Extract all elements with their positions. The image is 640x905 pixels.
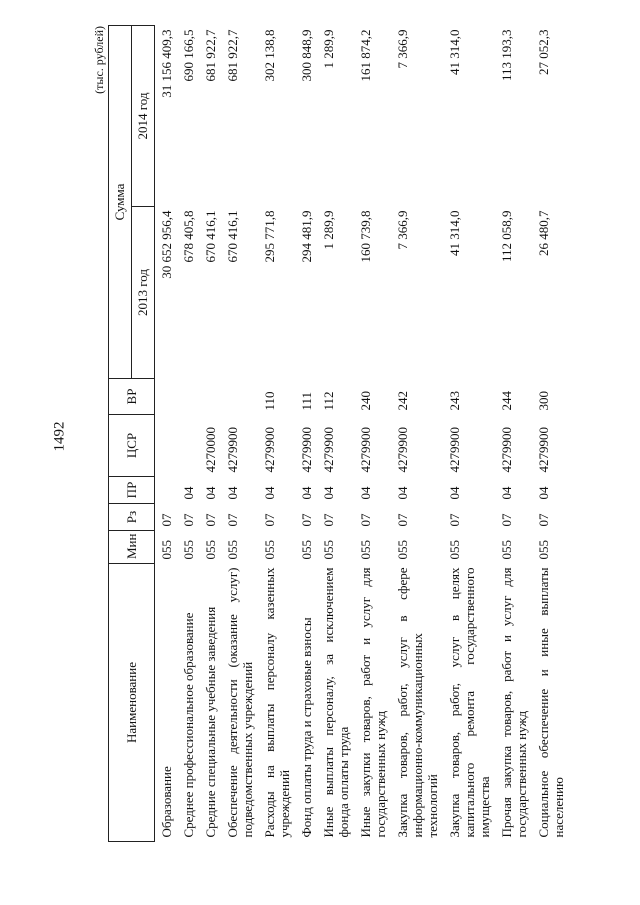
cell-y2014: 41 314,0 xyxy=(447,29,462,75)
cell-name: Фонд оплаты труда и страховые взносы xyxy=(299,617,314,838)
cell-csr: 4279900 xyxy=(262,427,277,473)
cell-vr: 242 xyxy=(395,391,410,411)
header-year-2013: 2013 год xyxy=(132,207,155,379)
cell-vr: 110 xyxy=(262,391,277,411)
cell-y2014: 690 166,5 xyxy=(181,29,196,82)
cell-name: Среднее профессиональное образование xyxy=(181,612,196,838)
unit-note: (тыс. рублей) xyxy=(92,26,106,94)
cell-min: 055 xyxy=(447,540,462,560)
cell-csr xyxy=(177,415,199,477)
cell-vr: 300 xyxy=(536,391,551,411)
cell-rz: 07 xyxy=(395,513,410,527)
header-sum: Сумма xyxy=(109,26,132,379)
cell-name: Средние специальные учебные заведения xyxy=(203,606,218,838)
cell-pr: 04 xyxy=(203,486,218,500)
table-row xyxy=(177,26,199,842)
cell-csr: 4270000 xyxy=(203,427,218,473)
cell-pr: 04 xyxy=(321,486,336,500)
cell-vr: 244 xyxy=(499,391,514,411)
header-name: Наименование xyxy=(109,564,155,842)
rotated-page-content xyxy=(92,26,607,842)
header-vr: ВР xyxy=(109,379,155,415)
cell-name: Обеспечение деятельности (оказание услуг) подведомственных учреждений xyxy=(225,567,255,838)
cell-y2013: 1 289,9 xyxy=(321,210,336,250)
cell-y2013: 160 739,8 xyxy=(358,210,373,263)
cell-y2014: 1 289,9 xyxy=(321,29,336,69)
cell-pr: 04 xyxy=(181,486,196,500)
cell-min: 055 xyxy=(225,540,240,560)
cell-rz: 07 xyxy=(299,513,314,527)
cell-rz: 07 xyxy=(181,513,196,527)
header-year-2014: 2014 год xyxy=(132,26,155,207)
table-header xyxy=(109,26,155,842)
cell-y2014: 27 052,3 xyxy=(536,29,551,75)
cell-y2013: 26 480,7 xyxy=(536,210,551,256)
cell-csr: 4279900 xyxy=(299,427,314,473)
cell-y2014: 300 848,9 xyxy=(299,29,314,82)
cell-name: Расходы на выплаты персоналу казенных учреждений xyxy=(262,567,292,838)
cell-y2014: 31 156 409,3 xyxy=(159,29,174,98)
cell-y2013: 295 771,8 xyxy=(262,210,277,263)
cell-min: 055 xyxy=(536,540,551,560)
cell-vr: 240 xyxy=(358,391,373,411)
cell-rz: 07 xyxy=(499,513,514,527)
header-pr: ПР xyxy=(109,477,155,504)
cell-name: Образование xyxy=(159,766,174,838)
table-row xyxy=(391,26,443,842)
budget-table xyxy=(108,25,569,842)
cell-name: Прочая закупка товаров, работ и услуг для государственных нужд xyxy=(499,567,529,838)
cell-rz: 07 xyxy=(262,513,277,527)
cell-vr xyxy=(199,379,221,415)
header-min: Мин xyxy=(109,531,155,564)
cell-name: Социальное обеспечение и иные выплаты населению xyxy=(536,567,566,838)
cell-vr xyxy=(221,379,258,415)
table-row xyxy=(221,26,258,842)
cell-pr: 04 xyxy=(536,486,551,500)
cell-csr: 4279900 xyxy=(447,427,462,473)
table-row xyxy=(258,26,295,842)
table-row xyxy=(317,26,354,842)
cell-pr: 04 xyxy=(447,486,462,500)
cell-min: 055 xyxy=(299,540,314,560)
cell-name: Иные выплаты персоналу, за исключением фонда оплаты труда xyxy=(321,567,351,838)
cell-rz: 07 xyxy=(447,513,462,527)
cell-y2013: 30 652 956,4 xyxy=(159,210,174,279)
table-body xyxy=(155,26,570,842)
cell-vr xyxy=(177,379,199,415)
cell-csr: 4279900 xyxy=(395,427,410,473)
cell-csr: 4279900 xyxy=(225,427,240,473)
table-row xyxy=(443,26,495,842)
cell-rz: 07 xyxy=(225,513,240,527)
header-csr: ЦСР xyxy=(109,415,155,477)
cell-csr: 4279900 xyxy=(536,427,551,473)
cell-rz: 07 xyxy=(203,513,218,527)
table-row xyxy=(532,26,569,842)
cell-y2014: 681 922,7 xyxy=(225,29,240,82)
cell-y2013: 7 366,9 xyxy=(395,210,410,250)
table-row xyxy=(495,26,532,842)
cell-min: 055 xyxy=(203,540,218,560)
cell-y2014: 7 366,9 xyxy=(395,29,410,69)
cell-vr xyxy=(155,379,178,415)
cell-vr: 111 xyxy=(299,391,314,411)
cell-vr: 112 xyxy=(321,391,336,411)
cell-y2013: 670 416,1 xyxy=(225,210,240,263)
cell-name: Иные закупки товаров, работ и услуг для государственных нужд xyxy=(358,567,388,838)
cell-min: 055 xyxy=(159,540,174,560)
cell-pr: 04 xyxy=(358,486,373,500)
table-row xyxy=(155,26,178,842)
cell-csr: 4279900 xyxy=(321,427,336,473)
cell-pr: 04 xyxy=(395,486,410,500)
cell-vr: 243 xyxy=(447,391,462,411)
cell-y2013: 112 058,9 xyxy=(499,210,514,263)
cell-y2013: 294 481,9 xyxy=(299,210,314,263)
table-row xyxy=(354,26,391,842)
cell-pr xyxy=(155,477,178,504)
cell-y2013: 670 416,1 xyxy=(203,210,218,263)
cell-y2013: 678 405,8 xyxy=(181,210,196,263)
cell-y2014: 113 193,3 xyxy=(499,29,514,82)
cell-pr: 04 xyxy=(299,486,314,500)
cell-min: 055 xyxy=(499,540,514,560)
cell-min: 055 xyxy=(262,540,277,560)
cell-min: 055 xyxy=(395,540,410,560)
cell-min: 055 xyxy=(181,540,196,560)
cell-rz: 07 xyxy=(159,513,174,527)
cell-min: 055 xyxy=(321,540,336,560)
cell-rz: 07 xyxy=(358,513,373,527)
table-row xyxy=(295,26,317,842)
cell-csr: 4279900 xyxy=(499,427,514,473)
cell-y2014: 161 874,2 xyxy=(358,29,373,82)
cell-rz: 07 xyxy=(321,513,336,527)
cell-y2014: 681 922,7 xyxy=(203,29,218,82)
cell-y2014: 302 138,8 xyxy=(262,29,277,82)
cell-name: Закупка товаров, работ, услуг в сфере информационно-коммуникационных технологий xyxy=(395,567,440,838)
table-row xyxy=(199,26,221,842)
cell-rz: 07 xyxy=(536,513,551,527)
cell-min: 055 xyxy=(358,540,373,560)
cell-y2013: 41 314,0 xyxy=(447,210,462,256)
cell-csr: 4279900 xyxy=(358,427,373,473)
page-number: 1492 xyxy=(51,421,68,452)
cell-pr: 04 xyxy=(262,486,277,500)
header-rz: Рз xyxy=(109,504,155,531)
cell-name: Закупка товаров, работ, услуг в целях капитального ремонта государственного имущества xyxy=(447,567,492,838)
cell-pr: 04 xyxy=(499,486,514,500)
cell-pr: 04 xyxy=(225,486,240,500)
cell-csr xyxy=(155,415,178,477)
